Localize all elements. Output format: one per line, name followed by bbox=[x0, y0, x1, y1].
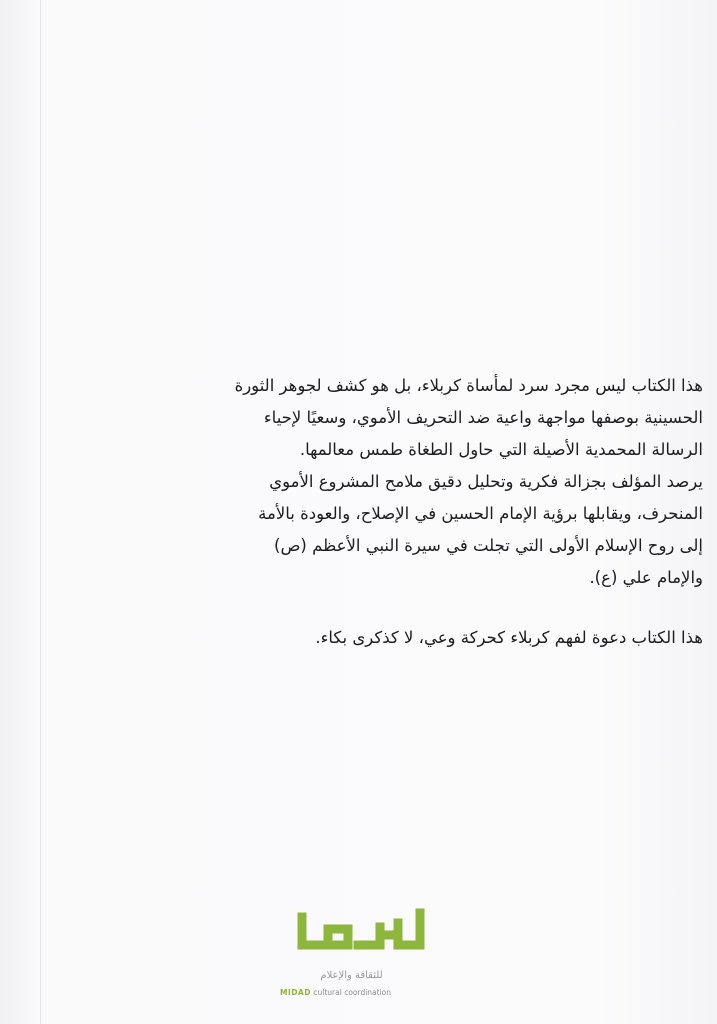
blurb-line: يرصد المؤلف بجزالة فكرية وتحليل دقيق ملامح المشروع الأموي bbox=[269, 472, 703, 491]
spine-fold-line bbox=[40, 0, 41, 1024]
blurb-line: والإمام علي (ع). bbox=[589, 568, 703, 587]
publisher-name-english bbox=[280, 988, 425, 997]
paragraph-gap bbox=[83, 594, 703, 622]
publisher-brand: MIDAD bbox=[280, 988, 312, 997]
blurb-line: إلى روح الإسلام الأولى التي تجلت في سيرة النبي الأعظم (ص) bbox=[274, 536, 703, 555]
blurb-line: الرسالة المحمدية الأصيلة التي حاول الطغاة طمس معالمها. bbox=[299, 440, 703, 459]
blurb-line: المنحرف، ويقابلها برؤية الإمام الحسين في الإصلاح، والعودة بالأمة bbox=[258, 504, 703, 523]
blurb-text bbox=[83, 370, 703, 654]
blurb-line: الحسينية بوصفها مواجهة واعية ضد التحريف الأموي، وسعيًا لإحياء bbox=[263, 408, 703, 427]
publisher-name-arabic: للثقافة والإعلام bbox=[320, 970, 383, 981]
blurb-line: هذا الكتاب ليس مجرد سرد لمأساة كربلاء، بل هو كشف لجوهر الثورة bbox=[234, 376, 703, 395]
publisher-tagline: cultural coordination bbox=[313, 988, 392, 997]
midad-logo-mark-icon bbox=[280, 905, 440, 965]
blurb-closing-line: هذا الكتاب دعوة لفهم كربلاء كحركة وعي، لا كذكرى بكاء. bbox=[315, 628, 703, 647]
